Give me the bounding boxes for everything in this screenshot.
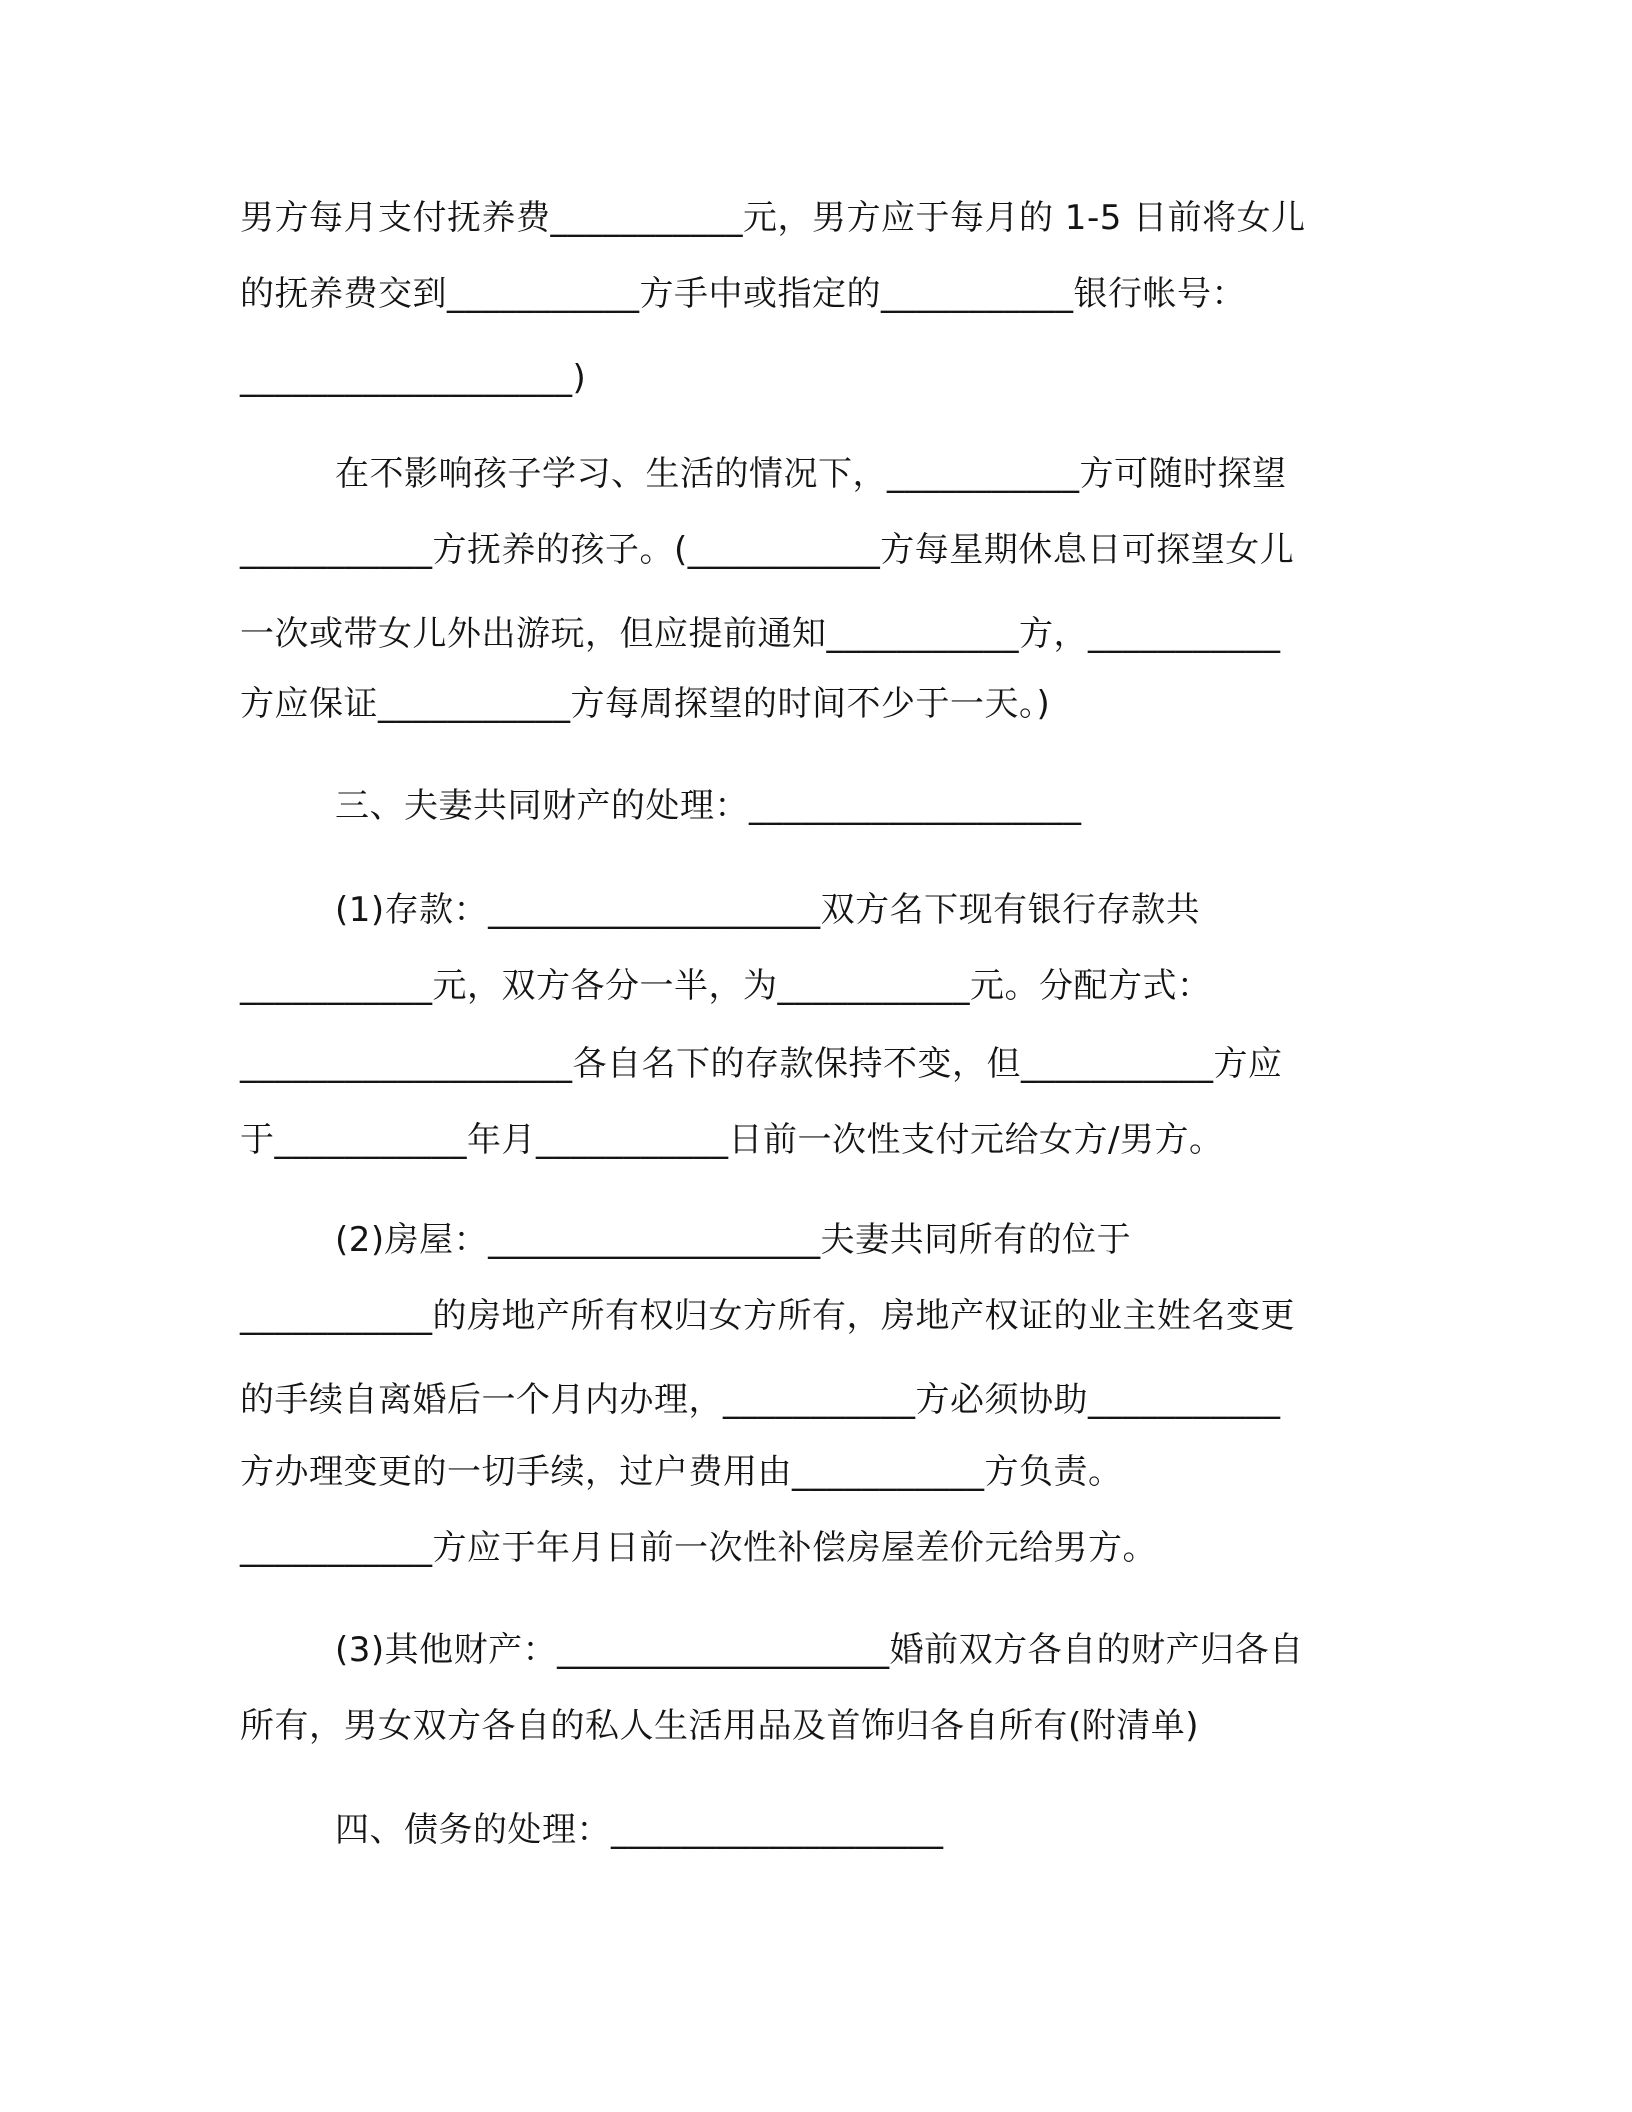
text-line-visitation-notice: 一次或带女儿外出游玩，但应提前通知___________方，___________ (240, 614, 1281, 654)
text-line-deposits-payment-date: 于___________年月___________日前一次性支付元给女方/男方。 (240, 1120, 1224, 1160)
section-heading-joint-property: 三、夫妻共同财产的处理：___________________ (335, 786, 1082, 826)
text-line-visitation-weekly: ___________方抚养的孩子。(___________方每星期休息日可探望女儿 (240, 530, 1295, 570)
text-line-house-ownership: ___________的房地产所有权归女方所有，房地产权证的业主姓名变更 (240, 1296, 1295, 1336)
text-line-visitation-intro: 在不影响孩子学习、生活的情况下，___________方可随时探望 (335, 454, 1287, 494)
text-line-child-support-payment: 男方每月支付抚养费___________元，男方应于每月的 1-5 日前将女儿 (240, 198, 1306, 238)
text-line-deposits-distribution: ___________________各自名下的存款保持不变，但___________方应 (240, 1044, 1283, 1084)
text-line-account-blank: ___________________) (240, 358, 587, 398)
text-line-payment-account: 的抚养费交到___________方手中或指定的___________银行帐号： (240, 274, 1246, 314)
text-line-deposits: (1)存款：___________________双方名下现有银行存款共 (335, 890, 1201, 930)
text-line-deposits-split: ___________元，双方各分一半，为___________元。分配方式： (240, 966, 1212, 1006)
text-line-house: (2)房屋：___________________夫妻共同所有的位于 (335, 1220, 1132, 1260)
text-line-house-transfer-fee: 方办理变更的一切手续，过户费用由___________方负责。 (240, 1452, 1123, 1492)
text-line-house-compensation: ___________方应于年月日前一次性补偿房屋差价元给男方。 (240, 1528, 1157, 1568)
section-heading-debts: 四、债务的处理：___________________ (335, 1810, 944, 1850)
text-line-personal-items: 所有，男女双方各自的私人生活用品及首饰归各自所有(附清单) (240, 1706, 1200, 1746)
text-line-other-property: (3)其他财产：___________________婚前双方各自的财产归各自 (335, 1630, 1304, 1670)
text-line-visitation-guarantee: 方应保证___________方每周探望的时间不少于一天。) (240, 684, 1051, 724)
text-line-house-procedure: 的手续自离婚后一个月内办理，___________方必须协助___________ (240, 1380, 1281, 1420)
